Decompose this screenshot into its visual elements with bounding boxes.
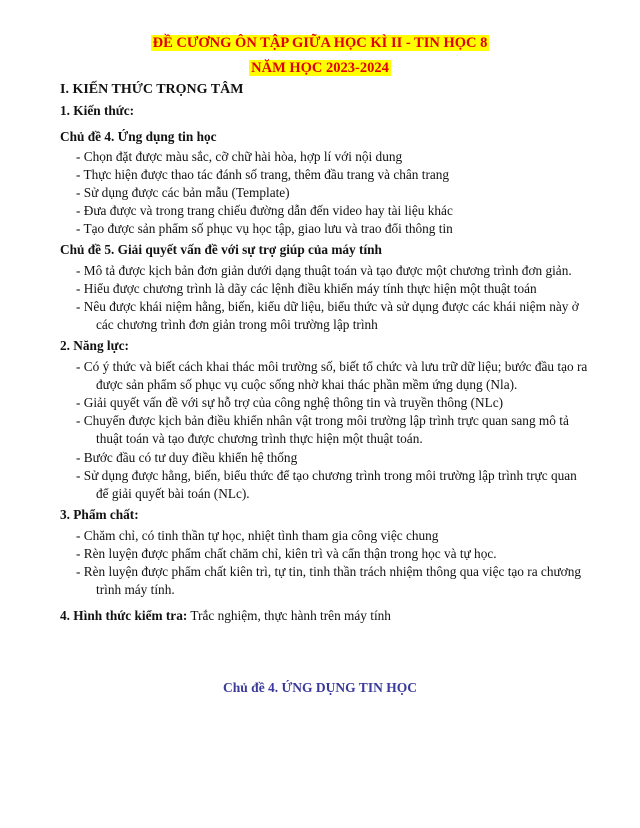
list-item-continuation: trình máy tính. [96, 582, 175, 597]
list-item: - Thực hiện được thao tác đánh số trang, thêm đầu trang và chân trang [76, 167, 450, 182]
exam-format [60, 607, 391, 624]
list-item: - Tạo được sản phẩm số phục vụ học tập, giao lưu và trao đổi thông tin [76, 221, 453, 236]
list-item: - Rèn luyện được phẩm chất chăm chỉ, kiên trì và cẩn thận trong học và tự học. [76, 546, 497, 561]
list-item: - Đưa được và trong trang chiếu đường dẫn đến video hay tài liệu khác [76, 203, 453, 218]
school-year: NĂM HỌC 2023-2024 [251, 60, 389, 76]
list-item: - Chuyển được kịch bản điều khiển nhân vật trong môi trường lập trình trực quan sang mô tả [76, 413, 569, 428]
list-item: - Có ý thức và biết cách khai thác môi trường số, biết tổ chức và lưu trữ dữ liệu; bước đầu tạo ra [76, 359, 588, 374]
topic4-heading: Chủ đề 4. Ứng dụng tin học [60, 129, 217, 144]
list-item: - Chọn đặt được màu sắc, cỡ chữ hài hòa, hợp lí với nội dung [76, 149, 403, 164]
exam-format-label: 4. Hình thức kiểm tra: [60, 608, 188, 623]
exam-format-value: Trắc nghiệm, thực hành trên máy tính [187, 608, 391, 623]
topic5-heading: Chủ đề 5. Giải quyết vấn đề với sự trợ giúp của máy tính [60, 242, 382, 257]
knowledge-heading: 1. Kiến thức: [60, 103, 135, 118]
list-item-continuation: thuật toán và tạo được chương trình thực hiện một thuật toán. [96, 431, 423, 446]
list-item: - Giải quyết vấn đề với sự hỗ trợ của công nghệ thông tin và truyền thông (NLc) [76, 395, 504, 410]
list-item: - Sử dụng được hằng, biến, biểu thức để tạo chương trình trong môi trường lập trình trực quan [76, 468, 577, 483]
section-heading: I. KIẾN THỨC TRỌNG TÂM [60, 82, 244, 97]
document-title: ĐỀ CƯƠNG ÔN TẬP GIỮA HỌC KÌ II - TIN HỌC 8 [152, 35, 488, 51]
skills-heading: 2. Năng lực: [60, 338, 129, 353]
qualities-heading: 3. Phẩm chất: [60, 507, 139, 522]
list-item-continuation: để giải quyết bài toán (NLc). [96, 486, 250, 501]
list-item-continuation: được sản phẩm số phục vụ cuộc sống nhờ khai thác phần mềm ứng dụng (Nla). [96, 377, 518, 392]
list-item: - Rèn luyện được phẩm chất kiên trì, tự tin, tinh thần trách nhiệm thông qua việc tạo ra chương [76, 564, 582, 579]
list-item: - Bước đầu có tư duy điều khiển hệ thống [76, 450, 298, 465]
topic4-section-title: Chủ đề 4. ỨNG DỤNG TIN HỌC [223, 680, 417, 695]
list-item-continuation: các chương trình đơn giản trong môi trường lập trình [96, 317, 378, 332]
list-item: - Chăm chỉ, có tinh thần tự học, nhiệt tình tham gia công việc chung [76, 528, 439, 543]
list-item: - Sử dụng được các bản mẫu (Template) [76, 185, 290, 200]
list-item: - Mô tả được kịch bản đơn giản dưới dạng thuật toán và tạo được một chương trình đơn giản. [76, 263, 572, 278]
list-item: - Hiểu được chương trình là dãy các lệnh điều khiển máy tính thực hiện một thuật toán [76, 281, 537, 296]
list-item: - Nêu được khái niệm hằng, biến, kiểu dữ liệu, biểu thức và sử dụng được các khái niệm này ở [76, 299, 579, 314]
